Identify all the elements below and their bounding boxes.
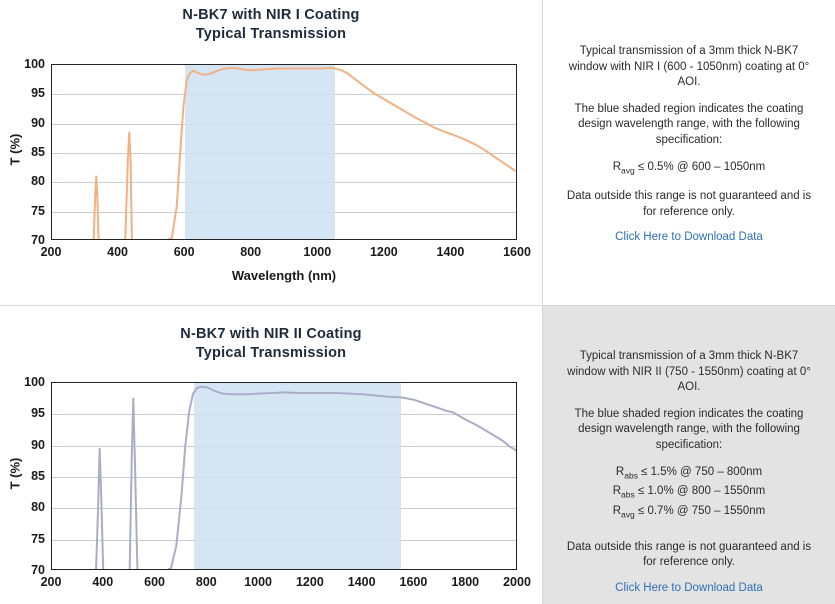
chart-subtitle-line2: Typical Transmission bbox=[195, 26, 347, 42]
chart-title-nir-i bbox=[0, 6, 542, 44]
y-tick-label: 85 bbox=[31, 145, 45, 159]
y-tick-label: 70 bbox=[31, 563, 45, 577]
y-tick-label: 85 bbox=[31, 469, 45, 483]
x-tick-label: 200 bbox=[40, 245, 62, 259]
x-tick-label: 1400 bbox=[347, 575, 376, 589]
x-tick-label: 600 bbox=[173, 245, 195, 259]
chart-title-line1: N-BK7 with NIR I Coating bbox=[182, 7, 360, 23]
info-paragraph-2: The blue shaded region indicates the coating design wavelength range, with the following specification: bbox=[574, 407, 804, 451]
y-tick-label: 70 bbox=[31, 233, 45, 247]
y-tick-label: 75 bbox=[31, 531, 45, 546]
x-tick-label: 2000 bbox=[503, 575, 531, 589]
x-tick-label: 800 bbox=[195, 575, 217, 589]
x-tick-label: 1400 bbox=[436, 245, 465, 259]
series-line bbox=[55, 387, 517, 570]
info-paragraph-2: The blue shaded region indicates the coating design wavelength range, with the following specification: bbox=[574, 102, 804, 146]
x-tick-label: 200 bbox=[40, 575, 62, 589]
x-axis-label-nir-i: Wavelength (nm) bbox=[231, 268, 337, 283]
spec-line: $R_{avg} \le 0.5\%$ @ 600 – 1050nm bbox=[612, 161, 766, 176]
panel-nir-ii bbox=[0, 306, 835, 604]
info-paragraph-1: Typical transmission of a 3mm thick N-BK7 window with NIR II (750 - 1550nm) coating at 0° AOI. bbox=[567, 350, 811, 393]
x-tick-label: 400 bbox=[107, 245, 128, 259]
transmission-curve-nir-i bbox=[52, 65, 517, 240]
x-tick-label: 400 bbox=[92, 575, 114, 589]
chart-cell-nir-i bbox=[0, 0, 543, 306]
y-tick-label: 100 bbox=[24, 57, 45, 71]
plot-area-nir-i bbox=[7, 57, 531, 283]
y-tick-label: 95 bbox=[31, 86, 45, 101]
transmission-curve-nir-ii bbox=[52, 383, 517, 570]
y-tick-label: 80 bbox=[31, 174, 45, 189]
x-tick-label: 1200 bbox=[295, 575, 324, 589]
chart-title-nir-ii bbox=[0, 325, 542, 363]
series-line bbox=[55, 68, 514, 240]
chart-title-line1: N-BK7 with NIR II Coating bbox=[180, 326, 362, 342]
y-tick-label: 75 bbox=[31, 203, 45, 218]
x-tick-label: 1800 bbox=[451, 575, 480, 589]
info-paragraph-1: Typical transmission of a 3mm thick N-BK7 window with NIR I (600 - 1050nm) coating at 0° AOI. bbox=[568, 45, 810, 88]
spec-list-nir-i bbox=[563, 159, 815, 178]
plot-area-nir-ii bbox=[7, 375, 531, 589]
x-tick-label: 1000 bbox=[244, 575, 273, 589]
download-data-link-nir-ii[interactable]: Click Here to Download Data bbox=[615, 581, 763, 594]
y-tick-label: 95 bbox=[31, 406, 45, 421]
spec-list-nir-ii bbox=[563, 464, 815, 522]
chart-cell-nir-ii bbox=[0, 306, 543, 604]
y-tick-label: 90 bbox=[31, 437, 45, 452]
x-tick-label: 1200 bbox=[369, 245, 398, 259]
download-data-link-nir-i[interactable]: Click Here to Download Data bbox=[615, 231, 763, 244]
spec-line: $R_{abs} \le 1.0\%$ @ 800 – 1550nm bbox=[612, 485, 766, 500]
spec-line: $R_{avg} \le 0.7\%$ @ 750 – 1550nm bbox=[612, 504, 766, 519]
y-tick-label: 90 bbox=[31, 115, 45, 130]
chart-subtitle-line2: Typical Transmission bbox=[195, 345, 347, 361]
info-note-nir-i: Data outside this range is not guaranteed and is for reference only. bbox=[566, 190, 812, 218]
info-cell-nir-ii bbox=[543, 306, 835, 604]
info-cell-nir-i bbox=[543, 0, 835, 306]
plot-frame-nir-ii bbox=[51, 382, 517, 570]
spec-block bbox=[563, 159, 815, 178]
x-tick-label: 600 bbox=[144, 575, 165, 589]
spec-block bbox=[563, 464, 815, 522]
plot-frame-nir-i bbox=[51, 64, 517, 240]
y-tick-label: 80 bbox=[31, 500, 45, 515]
x-tick-label: 800 bbox=[240, 245, 262, 259]
y-axis-label-nir-ii: T (%) bbox=[7, 457, 23, 490]
x-tick-label: 1600 bbox=[503, 245, 531, 259]
y-tick-label: 100 bbox=[24, 375, 45, 389]
y-axis-label-nir-i: T (%) bbox=[7, 133, 23, 166]
x-tick-label: 1600 bbox=[399, 575, 428, 589]
x-tick-label: 1000 bbox=[303, 245, 332, 259]
info-note-nir-ii: Data outside this range is not guaranteed and is for reference only. bbox=[566, 540, 812, 569]
spec-line: $R_{abs} \le 1.5\%$ @ 750 – 800nm bbox=[615, 466, 763, 481]
